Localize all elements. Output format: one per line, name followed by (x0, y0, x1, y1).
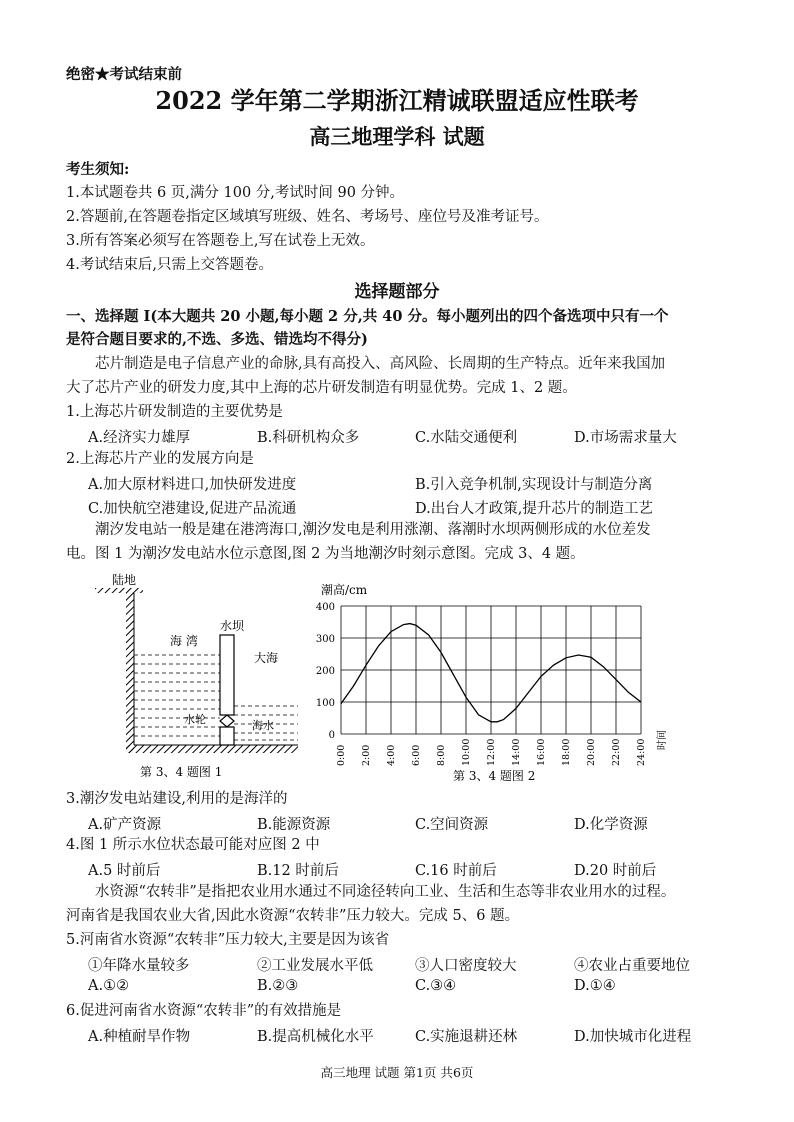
figure-1-tidal-diagram (90, 572, 310, 787)
x-tick-label: 4:00 (386, 744, 397, 766)
dam-label: 水坝 (220, 619, 245, 633)
page-footer: 高三地理 试题 第1页 共6页 (320, 1065, 474, 1080)
option-c: C.实施退耕还林 (415, 1029, 518, 1045)
x-tick-label: 14:00 (511, 738, 522, 766)
figure-1-caption: 第 3、4 题图 1 (140, 765, 223, 779)
option-b: B.引入竞争机制,实现设计与制造分离 (415, 477, 653, 493)
bay-water (134, 655, 220, 736)
x-tick-label: 22:00 (611, 738, 622, 766)
x-tick-label: 10:00 (461, 738, 472, 766)
turbine-label: 水轮 (184, 713, 206, 726)
turbine (220, 715, 234, 727)
section-title: 选择题部分 (354, 282, 440, 302)
seawater-label: 海水 (252, 719, 274, 732)
statement-2: ②工业发展水平低 (257, 958, 373, 974)
option-b: B.科研机构众多 (257, 430, 360, 446)
passage-text: 芯片制造是电子信息产业的命脉,具有高投入、高风险、长周期的生产特点。近年来我国加 (95, 356, 666, 372)
question-stem: 6.促进河南省水资源“农转非”的有效措施是 (66, 1003, 342, 1019)
exam-subtitle: 高三地理学科 试题 (309, 124, 485, 149)
bay-label: 海 湾 (170, 634, 198, 648)
option-d: D.出台人才政策,提升芯片的制造工艺 (415, 501, 653, 517)
option-a: A.①② (88, 978, 130, 994)
option-d: D.加快城市化进程 (574, 1029, 692, 1045)
passage-text: 大了芯片产业的研发力度,其中上海的芯片研发制造有明显优势。完成 1、2 题。 (66, 380, 577, 396)
land-wall (126, 593, 134, 753)
figure-2-tide-chart (305, 578, 685, 788)
option-a: A.矿产资源 (88, 817, 162, 833)
x-tick-label: 16:00 (536, 738, 547, 766)
x-tick-label: 24:00 (636, 738, 647, 766)
option-a: A.加大原材料进口,加快研发进度 (88, 477, 297, 493)
y-tick-label: 200 (315, 666, 335, 677)
x-tick-label: 6:00 (411, 744, 422, 766)
option-c: C.③④ (415, 978, 457, 994)
option-a: A.种植耐旱作物 (88, 1029, 191, 1045)
question-stem: 5.河南省水资源“农转非”压力较大,主要是因为该省 (66, 932, 390, 948)
y-tick-label: 100 (315, 698, 335, 709)
sea-floor (126, 745, 298, 753)
option-b: B.提高机械化水平 (257, 1029, 374, 1045)
option-c: C.水陆交通便利 (415, 430, 518, 446)
option-c: C.16 时前后 (415, 863, 497, 879)
notice-item: 3.所有答案必须写在答题卷上,写在试卷上无效。 (66, 233, 375, 249)
option-d: D.20 时前后 (574, 863, 657, 879)
statement-4: ④农业占重要地位 (574, 958, 690, 974)
passage-text: 电。图 1 为潮汐发电站水位示意图,图 2 为当地潮汐时刻示意图。完成 3、4 题。 (66, 546, 585, 562)
land-label: 陆地 (112, 573, 137, 587)
notice-heading: 考生须知: (66, 161, 130, 178)
option-b: B.能源资源 (257, 817, 331, 833)
y-tick-label: 0 (328, 730, 335, 741)
x-tick-label: 0:00 (336, 744, 347, 766)
x-tick-label: 12:00 (486, 738, 497, 766)
option-c: C.加快航空港建设,促进产品流通 (88, 501, 297, 517)
passage-text: 水资源“农转非”是指把农业用水通过不同途径转向工业、生活和生态等非农业用水的过程。 (95, 884, 676, 900)
exam-title: 2022 学年第二学期浙江精诚联盟适应性联考 (155, 86, 639, 115)
secret-label: 绝密★考试结束前 (66, 66, 182, 83)
option-d: D.市场需求量大 (574, 430, 677, 446)
x-tick-label: 2:00 (361, 744, 372, 766)
question-stem: 2.上海芯片产业的发展方向是 (66, 451, 254, 467)
passage-text: 河南省是我国农业大省,因此水资源“农转非”压力较大。完成 5、6 题。 (66, 908, 520, 924)
notice-item: 1.本试题卷共 6 页,满分 100 分,考试时间 90 分钟。 (66, 185, 405, 201)
dam (220, 635, 234, 715)
chart-xlabel: 时间 (657, 730, 668, 750)
x-tick-label: 18:00 (561, 738, 572, 766)
x-tick-label: 20:00 (586, 738, 597, 766)
statement-1: ①年降水量较多 (88, 958, 190, 974)
question-stem: 4.图 1 所示水位状态最可能对应图 2 中 (66, 837, 320, 853)
question-stem: 3.潮汐发电站建设,利用的是海洋的 (66, 791, 288, 807)
x-tick-label: 8:00 (436, 744, 447, 766)
option-d: D.①④ (574, 978, 616, 994)
notice-item: 2.答题前,在答题卷指定区域填写班级、姓名、考场号、座位号及准考证号。 (66, 209, 549, 225)
option-b: B.12 时前后 (257, 863, 339, 879)
statement-3: ③人口密度较大 (415, 958, 517, 974)
option-a: A.经济实力雄厚 (88, 430, 191, 446)
option-b: B.②③ (257, 978, 299, 994)
section-instruction: 一、选择题 I(本大题共 20 小题,每小题 2 分,共 40 分。每小题列出的四个备选项中只有一个 (66, 308, 669, 325)
question-stem: 1.上海芯片研发制造的主要优势是 (66, 404, 283, 420)
notice-item: 4.考试结束后,只需上交答题卷。 (66, 257, 273, 273)
y-tick-label: 400 (315, 602, 335, 613)
chart-ylabel: 潮高/cm (321, 583, 368, 597)
sea-label: 大海 (254, 651, 279, 665)
option-c: C.空间资源 (415, 817, 489, 833)
figure-2-caption: 第 3、4 题图 2 (453, 769, 536, 783)
y-tick-label: 300 (315, 634, 335, 645)
section-instruction: 是符合题目要求的,不选、多选、错选均不得分) (66, 331, 368, 348)
option-a: A.5 时前后 (88, 863, 161, 879)
dam-base (220, 727, 234, 745)
passage-text: 潮汐发电站一般是建在港湾海口,潮汐发电是利用涨潮、落潮时水坝两侧形成的水位差发 (95, 522, 651, 538)
option-d: D.化学资源 (574, 817, 648, 833)
land-top (95, 588, 143, 593)
